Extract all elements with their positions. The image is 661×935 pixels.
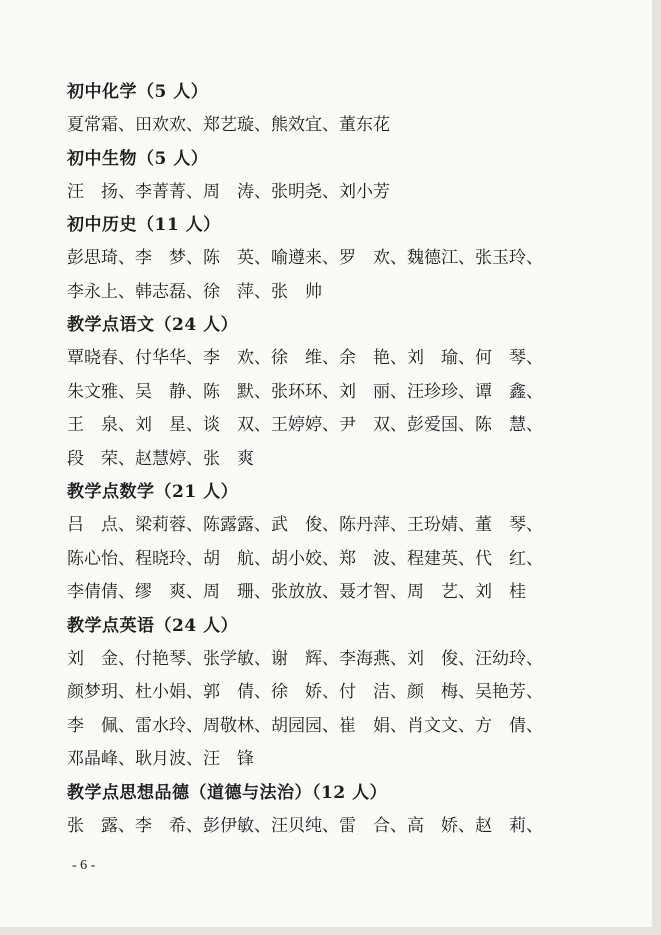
page-bottom-edge (0, 927, 661, 935)
name-line: 彭思琦、李 梦、陈 英、喻遵来、罗 欢、魏德江、张玉玲、 (67, 248, 543, 268)
section-heading: 教学点思想品德（道德与法治）（12 人） (67, 782, 388, 803)
section-morality-law (67, 777, 577, 844)
section-heading: 教学点语文（24 人） (67, 315, 239, 335)
section-chinese (67, 309, 577, 476)
section-heading: 教学点数学（21 人） (67, 482, 239, 502)
name-line: 夏常霜、田欢欢、郑艺璇、熊效宜、董东花 (67, 115, 390, 135)
section-history (67, 209, 577, 309)
name-line: 李倩倩、缪 爽、周 珊、张放放、聂才智、周 艺、刘 桂 (67, 582, 526, 602)
staff-list (67, 76, 577, 843)
name-line: 朱文雅、吴 静、陈 默、张环环、刘 丽、汪珍珍、谭 鑫、 (67, 381, 543, 402)
name-line: 刘 金、付艳琴、张学敏、谢 辉、李海燕、刘 俊、汪幼玲、 (67, 648, 543, 669)
page-edge-shadow (652, 0, 661, 935)
section-english (67, 610, 577, 777)
name-line: 张 露、李 希、彭伊敏、汪贝纯、雷 合、高 娇、赵 莉、 (67, 815, 543, 836)
section-heading: 初中化学（5 人） (67, 82, 209, 102)
name-line: 邓晶峰、耿月波、汪 锋 (67, 749, 254, 769)
page-number: - 6 - (72, 858, 96, 873)
section-biology (67, 143, 577, 210)
name-line: 颜梦玥、杜小娟、郭 倩、徐 娇、付 洁、颜 梅、吴艳芳、 (67, 682, 543, 702)
section-heading: 教学点英语（24 人） (67, 615, 239, 636)
section-heading: 初中历史（11 人） (67, 215, 221, 235)
name-line: 吕 点、梁莉蓉、陈露露、武 俊、陈丹萍、王玢婧、董 琴、 (67, 515, 543, 535)
section-math (67, 476, 577, 610)
section-chemistry (67, 76, 577, 143)
name-line: 李 佩、雷水玲、周敬林、胡园园、崔 娟、肖文文、方 倩、 (67, 715, 543, 736)
name-line: 陈心怡、程晓玲、胡 航、胡小姣、郑 波、程建英、代 红、 (67, 548, 543, 569)
name-line: 段 荣、赵慧婷、张 爽 (67, 448, 254, 469)
name-line: 李永上、韩志磊、徐 萍、张 帅 (67, 281, 322, 302)
name-line: 覃晓春、付华华、李 欢、徐 维、余 艳、刘 瑜、何 琴、 (67, 348, 543, 368)
section-heading: 初中生物（5 人） (67, 148, 209, 169)
name-line: 王 泉、刘 星、谈 双、王婷婷、尹 双、彭爱国、陈 慧、 (67, 415, 543, 435)
name-line: 汪 扬、李菁菁、周 涛、张明尧、刘小芳 (67, 181, 390, 202)
